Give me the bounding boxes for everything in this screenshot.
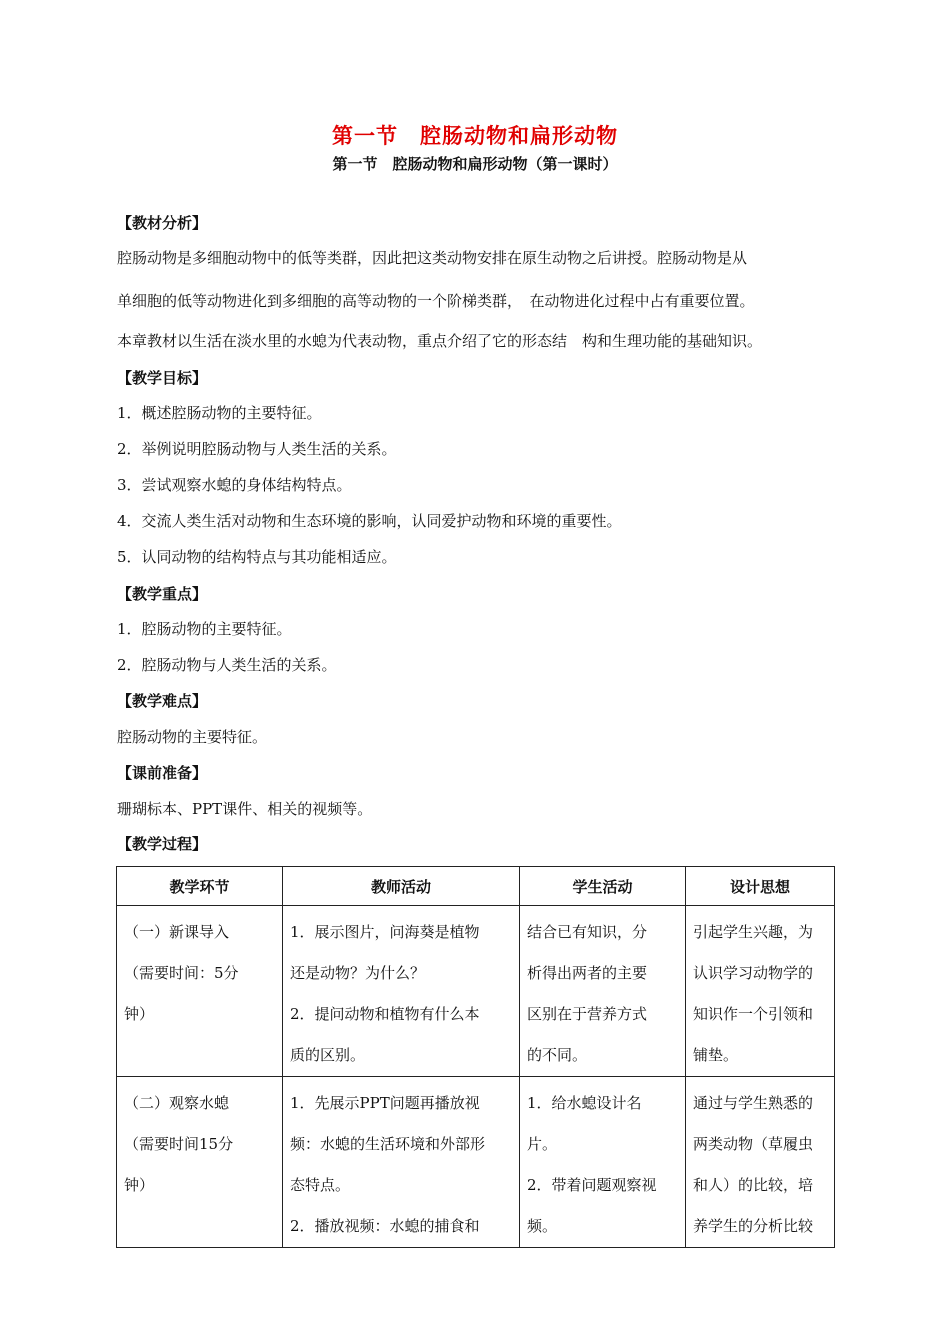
cell-line: 1．先展示PPT问题再播放视 — [290, 1094, 480, 1112]
page-title: 第一节 腔肠动物和扁形动物 — [332, 124, 618, 148]
cell-line: 通过与学生熟悉的 — [693, 1094, 814, 1112]
cell-line: （二）观察水螅 — [124, 1094, 230, 1112]
table-row — [117, 1077, 835, 1248]
cell-line: 态特点。 — [290, 1176, 351, 1194]
cell-line: 认识学习动物学的 — [693, 964, 814, 982]
cell-line: 知识作一个引领和 — [693, 1005, 814, 1023]
analysis-line: 腔肠动物是多细胞动物中的低等类群，因此把这类动物安排在原生动物之后讲授。腔肠动物是从 — [117, 249, 748, 267]
cell-line: （需要时间：5分 — [124, 964, 239, 982]
column-header: 设计思想 — [686, 867, 835, 906]
design-cell — [686, 1077, 835, 1248]
section-heading-difficulty: 【教学难点】 — [117, 692, 208, 710]
cell-line: 区别在于营养方式 — [527, 1005, 648, 1023]
cell-line: 两类动物（草履虫 — [693, 1135, 814, 1153]
cell-line: 频：水螅的生活环境和外部形 — [290, 1135, 486, 1153]
section-heading-key-points: 【教学重点】 — [117, 585, 208, 603]
cell-line: 2．播放视频：水螅的捕食和 — [290, 1217, 480, 1235]
section-heading-process: 【教学过程】 — [117, 835, 208, 853]
student-cell — [520, 906, 686, 1077]
section-heading-preparation: 【课前准备】 — [117, 764, 208, 782]
cell-line: 析得出两者的主要 — [527, 964, 648, 982]
teacher-cell — [283, 1077, 520, 1248]
cell-line: 钟） — [124, 1176, 155, 1194]
table-row — [117, 906, 835, 1077]
cell-line: 2．带着问题观察视 — [527, 1176, 657, 1194]
analysis-line: 单细胞的低等动物进化到多细胞的高等动物的一个阶梯类群， 在动物进化过程中占有重要位置。 — [117, 292, 755, 310]
teacher-cell — [283, 906, 520, 1077]
column-header: 学生活动 — [520, 867, 686, 906]
table-header-row — [117, 867, 835, 906]
cell-line: 和人）的比较，培 — [693, 1176, 814, 1194]
cell-line: 频。 — [527, 1217, 558, 1235]
cell-line: 2．提问动物和植物有什么本 — [290, 1005, 480, 1023]
cell-line: （需要时间15分 — [124, 1135, 234, 1153]
goal-item: 4．交流人类生活对动物和生态环境的影响，认同爱护动物和环境的重要性。 — [117, 512, 622, 530]
cell-line: 钟） — [124, 1005, 155, 1023]
cell-line: 引起学生兴趣，为 — [693, 923, 814, 941]
preparation-text: 珊瑚标本、PPT课件、相关的视频等。 — [117, 800, 373, 818]
stage-cell — [117, 1077, 283, 1248]
cell-line: 的不同。 — [527, 1046, 588, 1064]
section-heading-analysis: 【教材分析】 — [117, 214, 208, 232]
cell-line: 结合已有知识，分 — [527, 923, 648, 941]
goal-item: 2．举例说明腔肠动物与人类生活的关系。 — [117, 440, 397, 458]
process-table — [116, 866, 835, 1248]
page-subtitle: 第一节 腔肠动物和扁形动物（第一课时） — [332, 155, 618, 173]
cell-line: 1．给水螅设计名 — [527, 1094, 642, 1112]
analysis-line: 本章教材以生活在淡水里的水螅为代表动物，重点介绍了它的形态结 构和生理功能的基础知识。 — [117, 332, 763, 350]
column-header: 教学环节 — [117, 867, 283, 906]
stage-cell — [117, 906, 283, 1077]
key-point-item: 1．腔肠动物的主要特征。 — [117, 620, 292, 638]
cell-line: 质的区别。 — [290, 1046, 366, 1064]
cell-line: （一）新课导入 — [124, 923, 230, 941]
cell-line: 还是动物？为什么？ — [290, 964, 426, 982]
goal-item: 5．认同动物的结构特点与其功能相适应。 — [117, 548, 397, 566]
cell-line: 片。 — [527, 1135, 558, 1153]
column-header: 教师活动 — [283, 867, 520, 906]
cell-line: 养学生的分析比较 — [693, 1217, 814, 1235]
goal-item: 3．尝试观察水螅的身体结构特点。 — [117, 476, 352, 494]
section-heading-goals: 【教学目标】 — [117, 369, 208, 387]
difficulty-text: 腔肠动物的主要特征。 — [117, 728, 268, 746]
design-cell — [686, 906, 835, 1077]
student-cell — [520, 1077, 686, 1248]
cell-line: 铺垫。 — [693, 1046, 739, 1064]
key-point-item: 2．腔肠动物与人类生活的关系。 — [117, 656, 337, 674]
goal-item: 1．概述腔肠动物的主要特征。 — [117, 404, 322, 422]
cell-line: 1．展示图片，问海葵是植物 — [290, 923, 480, 941]
